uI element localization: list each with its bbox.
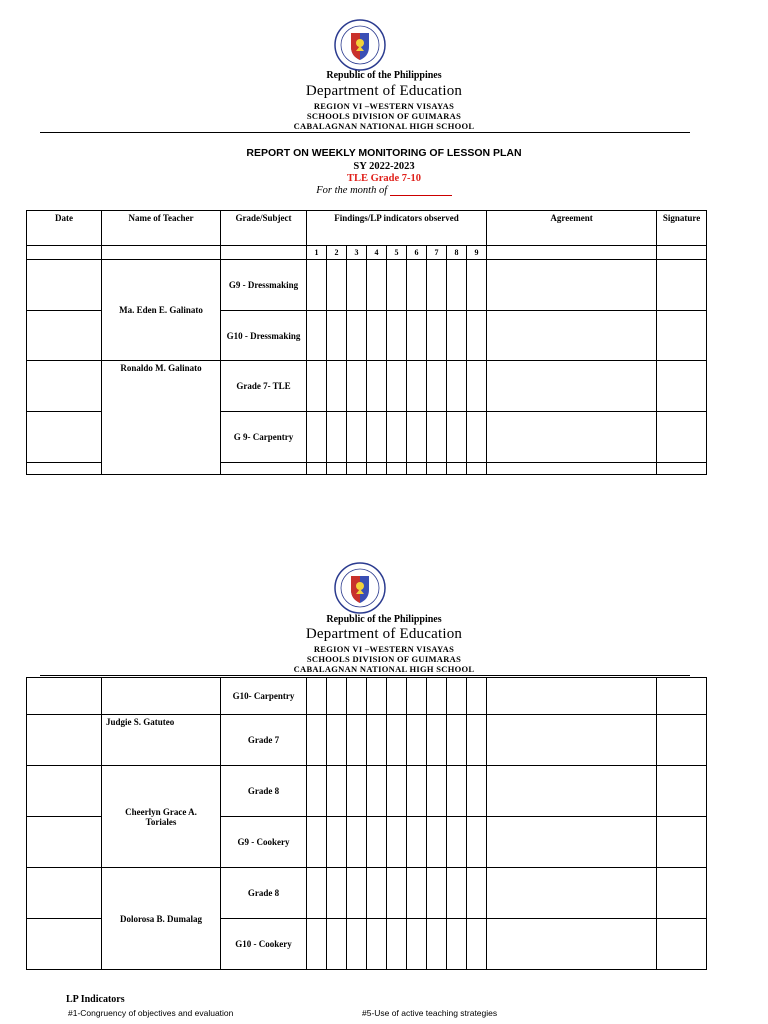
school-year: SY 2022-2023 [353, 161, 415, 172]
subject-cell: G 9- Carpentry [221, 412, 307, 463]
header-signature: Signature [657, 211, 707, 246]
subject-cell: Grade 7 [221, 715, 307, 766]
indicator-number: 1 [307, 246, 327, 260]
division-text: SCHOOLS DIVISION OF GUIMARAS [306, 111, 462, 121]
month-line [0, 185, 768, 196]
subject-cell: G10 - Cookery [221, 919, 307, 970]
school-text: CABALAGNAN NATIONAL HIGH SCHOOL [293, 121, 475, 131]
indicator-number: 5 [387, 246, 407, 260]
subject-cell: Grade 8 [221, 766, 307, 817]
department-title: Department of Education [305, 626, 463, 642]
subject-cell: Grade 7- TLE [221, 361, 307, 412]
table-row [27, 361, 707, 412]
table-row [27, 868, 707, 919]
indicator-number: 2 [327, 246, 347, 260]
republic-text: Republic of the Philippines [326, 70, 442, 81]
table-row [27, 766, 707, 817]
header-divider [40, 675, 690, 676]
report-title: REPORT ON WEEKLY MONITORING OF LESSON PLAN [246, 147, 522, 159]
monitoring-table-page1 [26, 210, 707, 475]
lp-indicator-item: #1-Congruency of objectives and evaluation [68, 1008, 234, 1018]
table-row [27, 715, 707, 766]
teacher-name: Dolorosa B. Dumalag [102, 868, 221, 970]
deped-seal-icon [334, 562, 386, 614]
header-teacher: Name of Teacher [102, 211, 221, 246]
teacher-name: Judgie S. Gatuteo [102, 715, 221, 766]
monitoring-table-page2 [26, 677, 707, 970]
indicator-number: 7 [427, 246, 447, 260]
deped-seal-icon [334, 19, 386, 71]
table-row [27, 678, 707, 715]
header-date: Date [27, 211, 102, 246]
lp-indicator-item: #5-Use of active teaching strategies [362, 1008, 498, 1018]
month-label: For the month of [316, 185, 388, 196]
subject-cell: Grade 8 [221, 868, 307, 919]
republic-text: Republic of the Philippines [326, 614, 442, 625]
grade-range: TLE Grade 7-10 [346, 173, 422, 184]
region-text: REGION VI –WESTERN VISAYAS [313, 101, 455, 111]
teacher-name: Cheerlyn Grace A. Toriales [102, 766, 221, 868]
subject-cell: G9 - Dressmaking [221, 260, 307, 311]
subject-cell: G10 - Dressmaking [221, 311, 307, 361]
department-title: Department of Education [305, 83, 463, 99]
teacher-name: Ronaldo M. Galinato [102, 361, 221, 475]
teacher-name: Ma. Eden E. Galinato [102, 260, 221, 361]
header-divider [40, 132, 690, 133]
header-subject: Grade/Subject [221, 211, 307, 246]
table-row [27, 260, 707, 311]
indicator-number: 9 [467, 246, 487, 260]
division-text: SCHOOLS DIVISION OF GUIMARAS [306, 654, 462, 664]
lp-indicators-heading: LP Indicators [66, 994, 125, 1005]
header-agreement: Agreement [487, 211, 657, 246]
subject-cell: G9 - Cookery [221, 817, 307, 868]
indicator-number: 4 [367, 246, 387, 260]
indicator-number: 6 [407, 246, 427, 260]
header-findings: Findings/LP indicators observed [307, 211, 487, 246]
school-text: CABALAGNAN NATIONAL HIGH SCHOOL [293, 664, 475, 674]
indicator-number: 8 [447, 246, 467, 260]
month-blank[interactable] [390, 185, 452, 196]
indicator-number: 3 [347, 246, 367, 260]
region-text: REGION VI –WESTERN VISAYAS [313, 644, 455, 654]
subject-cell: G10- Carpentry [221, 678, 307, 715]
